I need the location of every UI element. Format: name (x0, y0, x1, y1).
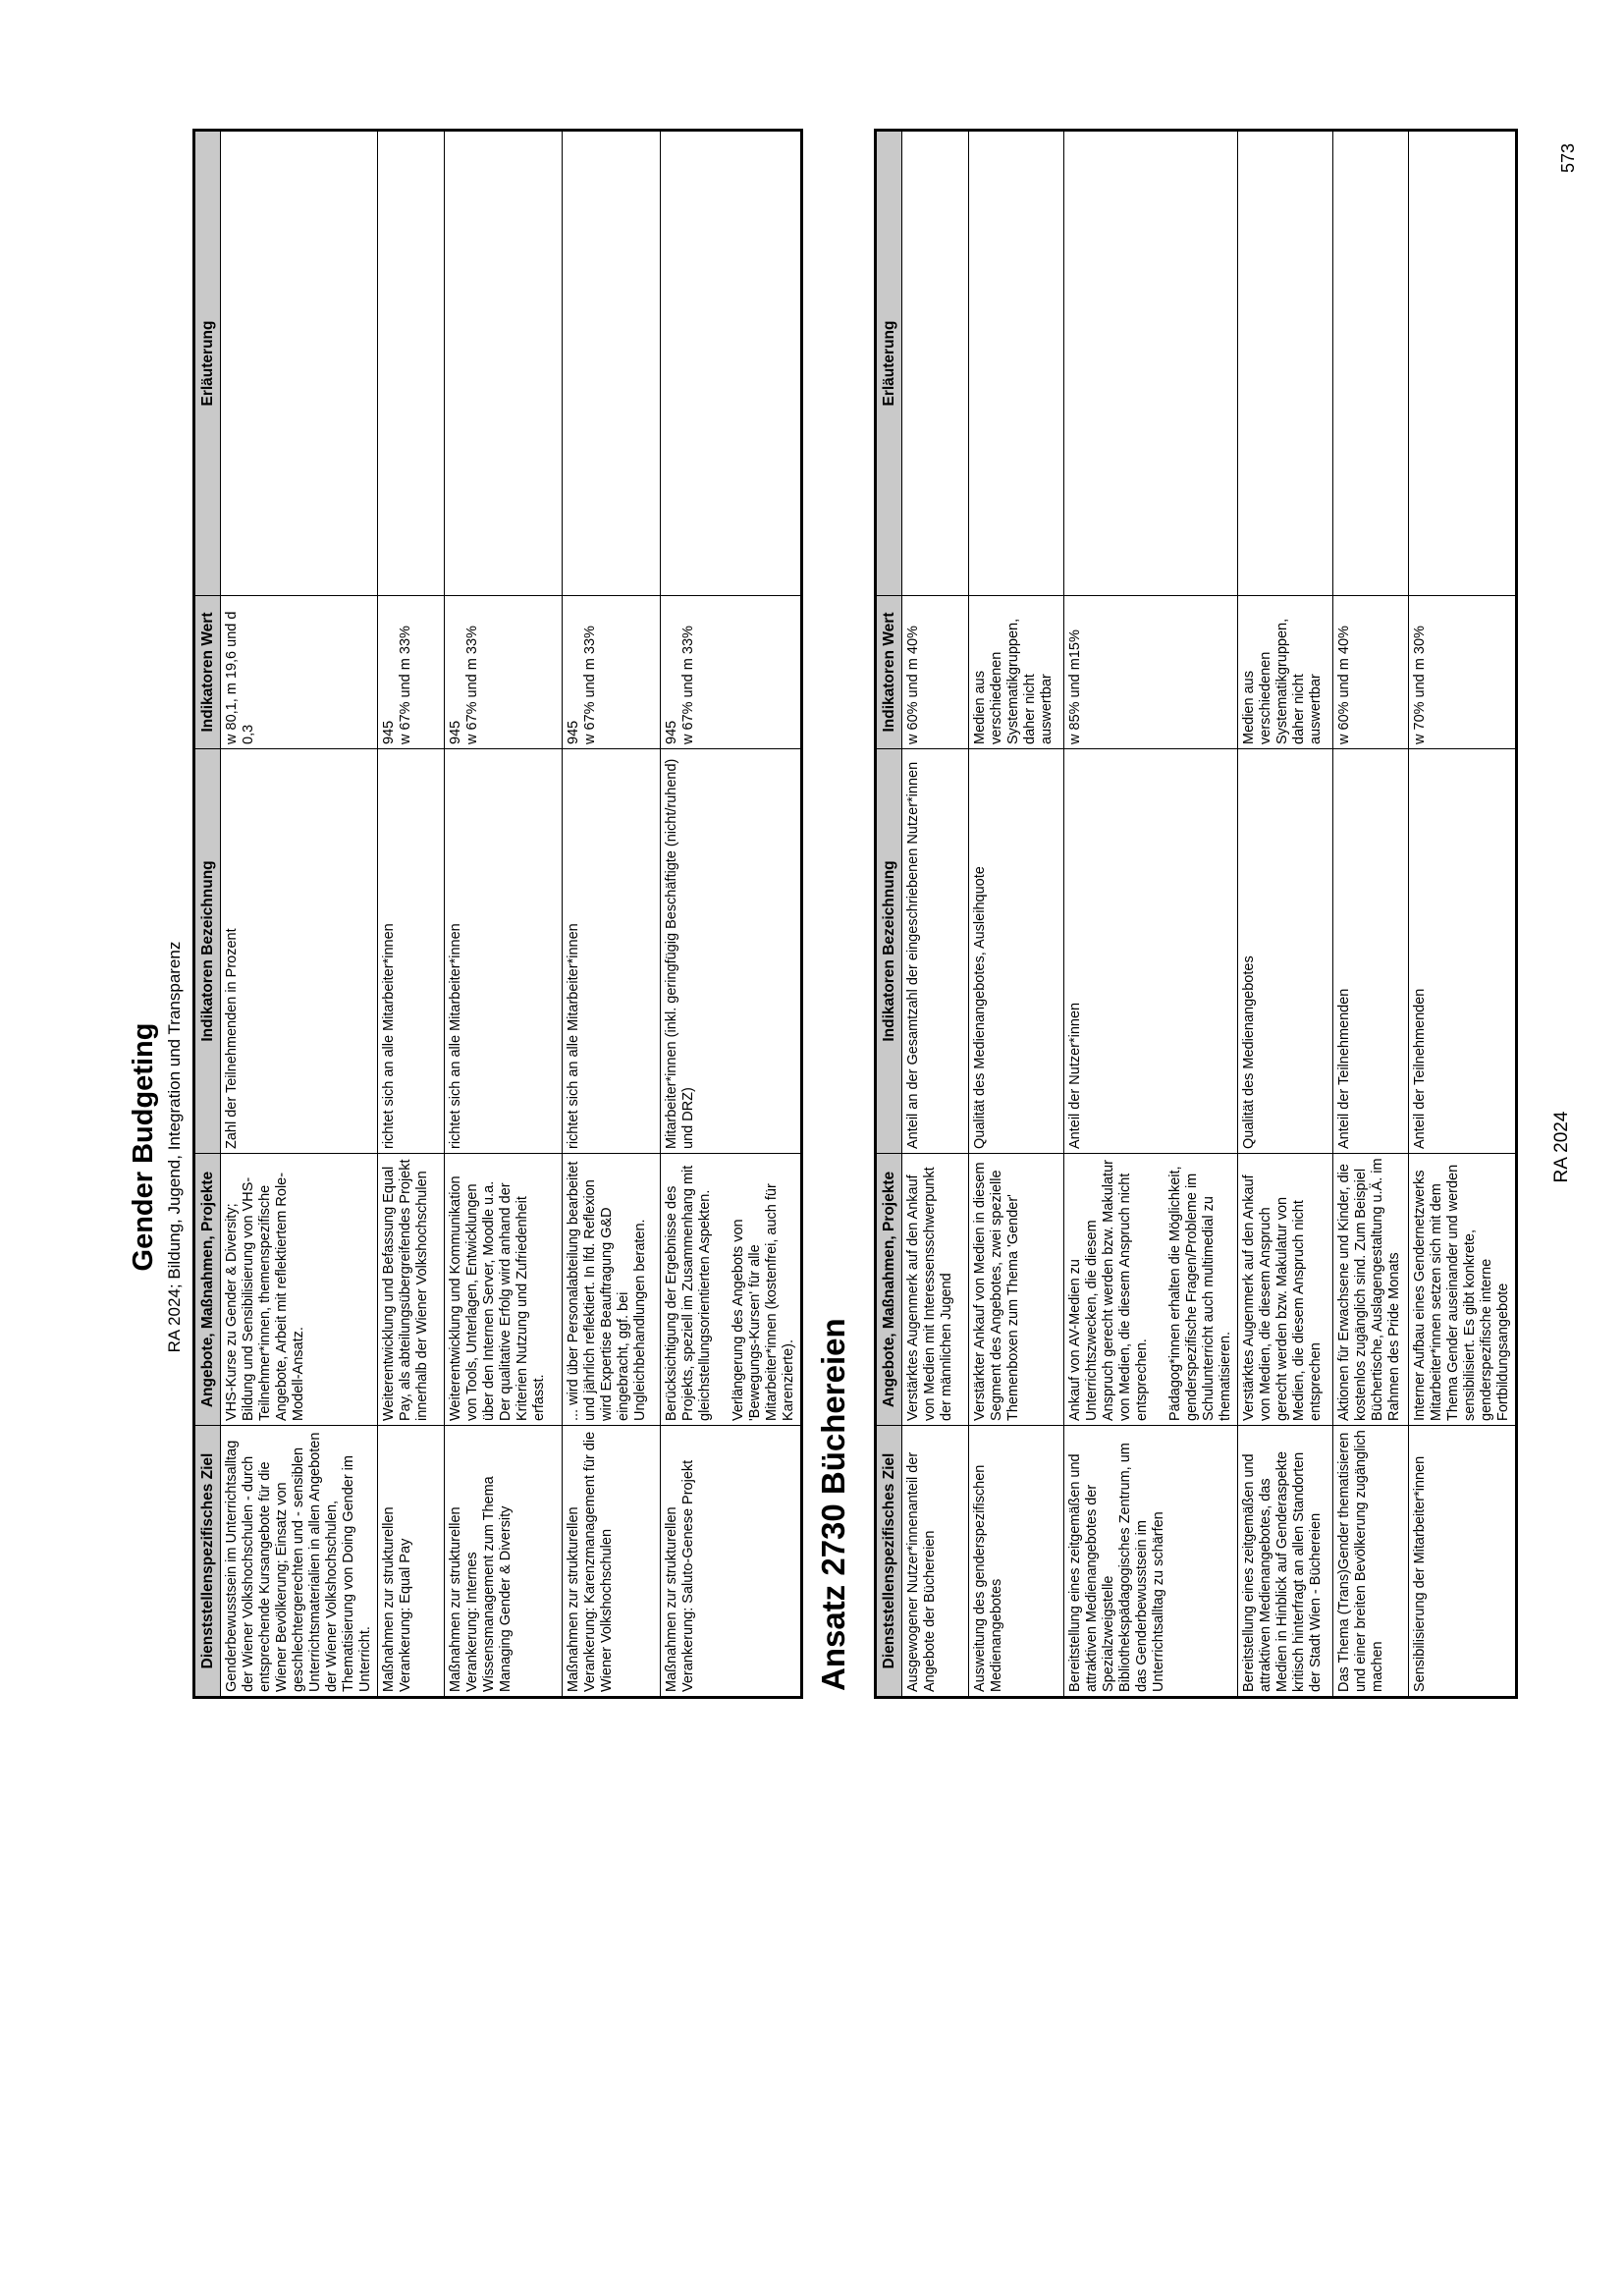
cell-paragraph: Pädagog*innen erhalten die Möglichkeit, genderspezifische Fragen/Probleme im Schulunterricht auch multimedial zu thematisieren. (1167, 1166, 1233, 1421)
cell-paragraph: Medien aus verschiedenen Systematikgruppen, daher nicht auswertbar (972, 618, 1055, 744)
cell-wert (1238, 596, 1333, 749)
table-row (378, 131, 445, 1698)
cell-paragraph: Maßnahmen zur strukturellen Verankerung: Internes Wissensmanagement zum Thema Managing Gender & Diversity (448, 1476, 514, 1692)
cell-paragraph: Weiterentwicklung und Kommunikation von Tools, Unterlagen, Entwicklungen über den Internen Server, Moodle u.a. (448, 1175, 497, 1421)
cell-paragraph: w 67% und m 33% (680, 626, 696, 744)
cell-wert (661, 596, 802, 749)
cell-bezeichnung (969, 749, 1064, 1154)
cell-paragraph: Ankauf von AV-Medien zu Unterrichtszwecken, die diesem Anspruch gerecht werden bzw. Makulatur von Medien, die diesem Anspruch nicht entsprechen. (1067, 1160, 1150, 1421)
cell-paragraph: 945 (566, 720, 581, 744)
page-subtitle: RA 2024; Bildung, Jugend, Integration und Transparenz (165, 941, 184, 1353)
cell-paragraph: Zahl der Teilnehmenden in Prozent (224, 928, 240, 1149)
cell-paragraph: VHS-Kurse zu Gender & Diversity; Bildung und Sensibilisierung von VHS-Teilnehmer*innen, themenspezifische Angebote, Arbeit mit reflektiertem Role-Modell-Ansatz. (224, 1172, 306, 1421)
table-row (1238, 131, 1333, 1698)
cell-paragraph: w 60% und m 40% (905, 626, 921, 744)
table-row (563, 131, 661, 1698)
cell-wert (1409, 596, 1517, 749)
cell-angebote (902, 1154, 969, 1426)
cell-paragraph: w 80,1, m 19,6 und d 0,3 (224, 611, 256, 744)
cell-wert (1064, 596, 1238, 749)
cell-wert (221, 596, 378, 749)
cell-erlaeuterung (445, 131, 563, 596)
cell-angebote (221, 1154, 378, 1426)
table-row (902, 131, 969, 1698)
cell-paragraph: Maßnahmen zur strukturellen Verankerung: Equal Pay (381, 1506, 413, 1692)
table-row (969, 131, 1064, 1698)
cell-paragraph: richtet sich an alle Mitarbeiter*innen (381, 923, 397, 1149)
cell-paragraph: Verstärktes Augenmerk auf den Ankauf von Medien, die diesem Anspruch gerecht werden bzw. Makulatur von Medien, die diesem Anspruch nicht entsprechen (1241, 1174, 1324, 1421)
cell-bezeichnung (902, 749, 969, 1154)
cell-ziel (1238, 1426, 1333, 1698)
cell-bezeichnung (221, 749, 378, 1154)
cell-ziel (1409, 1426, 1517, 1698)
col-header-angebote: Angebote, Maßnahmen, Projekte (194, 1154, 221, 1426)
cell-paragraph: Verlängerung des Angebots von 'Bewegungs-Kursen' für alle Mitarbeiter*innen (kostenfrei, auch für Karenzierte). (731, 1183, 796, 1421)
cell-paragraph: Ausweitung des genderspezifischen Medienangebotes (972, 1464, 1004, 1692)
cell-bezeichnung (661, 749, 802, 1154)
cell-paragraph: Der qualitative Erfolg wird anhand der Kriterien Nutzung und Zufriedenheit erfasst. (498, 1182, 547, 1421)
cell-paragraph: ... wird über Personalabteilung bearbeitet und jährlich reflektiert. In lfd. Reflexion wird Expertise Beauftragung G&D eingebracht, ggf. bei Ungleichbehandlungen beraten. (566, 1161, 648, 1421)
cell-paragraph: Interner Aufbau eines Gendernetzwerks Mitarbeiter*innen setzen sich mit dem Thema Gender auseinander und werden sensibilisiert. Es gibt konkrete, genderspezifische interne Fortbildungsangebote (1412, 1164, 1511, 1421)
cell-paragraph: richtet sich an alle Mitarbeiter*innen (566, 923, 581, 1149)
cell-ziel (378, 1426, 445, 1698)
table-header-row (876, 131, 902, 1698)
col-header-ziel: Dienststellenspezifisches Ziel (194, 1426, 221, 1698)
cell-erlaeuterung (1333, 131, 1409, 596)
cell-paragraph: Qualität des Medienangebotes (1241, 956, 1257, 1149)
cell-wert (1333, 596, 1409, 749)
cell-angebote (661, 1154, 802, 1426)
cell-angebote (969, 1154, 1064, 1426)
cell-paragraph: Aktionen für Erwachsene und Kinder, die kostenlos zugänglich sind. Zum Beispiel Büchertische, Auslagengestaltung u.Ä. im Rahmen des Pride Monats (1336, 1158, 1402, 1421)
table-body (902, 131, 1517, 1698)
cell-ziel (1333, 1426, 1409, 1698)
col-header-ziel: Dienststellenspezifisches Ziel (876, 1426, 902, 1698)
cell-erlaeuterung (378, 131, 445, 596)
table-row (445, 131, 563, 1698)
cell-paragraph: w 85% und m15% (1067, 629, 1083, 744)
cell-angebote (1333, 1154, 1409, 1426)
col-header-erlaeuterung: Erläuterung (194, 131, 221, 596)
cell-angebote (1064, 1154, 1238, 1426)
cell-wert (902, 596, 969, 749)
cell-bezeichnung (1238, 749, 1333, 1154)
col-header-bezeichnung: Indikatoren Bezeichnung (194, 749, 221, 1154)
col-header-bezeichnung: Indikatoren Bezeichnung (876, 749, 902, 1154)
cell-paragraph: Anteil der Teilnehmenden (1336, 988, 1352, 1149)
cell-paragraph: richtet sich an alle Mitarbeiter*innen (448, 923, 463, 1149)
cell-angebote (563, 1154, 661, 1426)
cell-wert (563, 596, 661, 749)
cell-paragraph: Ausgewogener Nutzer*innenanteil der Angebote der Büchereien (905, 1451, 938, 1692)
cell-paragraph: Genderbewusstsein im Unterrichtsalltag der Wiener Volkshochschulen - durch entsprechende Kursangebote für die Wiener Bevölkerung; Einsatz von geschlechtergerechten und - sensiblen Unterrichtsmaterialien in allen Angeboten der Wiener Volkshochschulen, Thematisierung von Doing Gender im Unterricht. (224, 1432, 373, 1692)
cell-paragraph: Das Thema (Trans)Gender thematisieren und einer breiten Bevölkerung zugänglich machen (1336, 1430, 1385, 1692)
cell-bezeichnung (378, 749, 445, 1154)
cell-paragraph: Anteil an der Gesamtzahl der eingeschriebenen Nutzer*innen (905, 761, 921, 1149)
section-title: Ansatz 2730 Büchereien (815, 1318, 851, 1691)
cell-paragraph: Medien aus verschiedenen Systematikgruppen, daher nicht auswertbar (1241, 618, 1324, 744)
table-row (661, 131, 802, 1698)
cell-angebote (1409, 1154, 1517, 1426)
cell-paragraph: Weiterentwicklung und Befassung Equal Pay, als abteilungsübergreifendes Projekt innerhalb der Wiener Volkshochschulen (381, 1159, 430, 1421)
cell-bezeichnung (1409, 749, 1517, 1154)
cell-angebote (378, 1154, 445, 1426)
cell-paragraph: w 67% und m 33% (398, 626, 413, 744)
cell-ziel (1064, 1426, 1238, 1698)
cell-paragraph: 945 (664, 720, 679, 744)
cell-erlaeuterung (563, 131, 661, 596)
cell-wert (969, 596, 1064, 749)
paragraph-gap (1151, 1158, 1167, 1421)
cell-erlaeuterung (969, 131, 1064, 596)
table-row (1333, 131, 1409, 1698)
cell-ziel (661, 1426, 802, 1698)
paragraph-gap (714, 1158, 731, 1421)
cell-paragraph: Bereitstellung eines zeitgemäßen und attraktiven Medienangebotes der Spezialzweigstelle Bibliothekspädagogisches Zentrum, um das Genderbewusstsein im Unterrichtsalltag zu schärfen (1067, 1443, 1166, 1692)
cell-paragraph: Verstärktes Augenmerk auf den Ankauf von Medien mit Interessensschwerpunkt der männlichen Jugend (905, 1167, 954, 1421)
cell-paragraph: 945 (448, 720, 463, 744)
cell-paragraph: 945 (381, 720, 397, 744)
page-title: Gender Budgeting (128, 1022, 159, 1272)
cell-erlaeuterung (1238, 131, 1333, 596)
cell-wert (445, 596, 563, 749)
cell-ziel (221, 1426, 378, 1698)
cell-bezeichnung (445, 749, 563, 1154)
cell-erlaeuterung (221, 131, 378, 596)
col-header-wert: Indikatoren Wert (876, 596, 902, 749)
cell-paragraph: w 60% und m 40% (1336, 626, 1352, 744)
cell-paragraph: Bereitstellung eines zeitgemäßen und attraktiven Medienangebotes, das Medien in Hinblick auf Genderaspekte kritisch hinterfragt an allen Standorten der Stadt Wien - Büchereien (1241, 1450, 1324, 1692)
table-row (1409, 131, 1517, 1698)
page-number: 573 (1558, 142, 1578, 173)
table-volkshochschulen (192, 129, 803, 1699)
table-body (221, 131, 802, 1698)
cell-paragraph: Anteil der Teilnehmenden (1412, 988, 1428, 1149)
cell-bezeichnung (1064, 749, 1238, 1154)
cell-angebote (445, 1154, 563, 1426)
cell-paragraph: Maßnahmen zur strukturellen Verankerung: Karenzmanagement für die Wiener Volkshochschulen (566, 1431, 615, 1692)
cell-angebote (1238, 1154, 1333, 1426)
col-header-wert: Indikatoren Wert (194, 596, 221, 749)
col-header-angebote: Angebote, Maßnahmen, Projekte (876, 1154, 902, 1426)
cell-ziel (445, 1426, 563, 1698)
footer-label: RA 2024 (1551, 1111, 1572, 1183)
cell-bezeichnung (563, 749, 661, 1154)
cell-erlaeuterung (661, 131, 802, 596)
table-row (1064, 131, 1238, 1698)
table-row (221, 131, 378, 1698)
cell-paragraph: Mitarbeiter*innen (inkl. geringfügig Beschäftigte (nicht/ruhend) und DRZ) (664, 758, 696, 1149)
cell-paragraph: Anteil der Nutzer*innen (1067, 1002, 1083, 1149)
cell-paragraph: Sensibilisierung der Mitarbeiter*innen (1412, 1455, 1428, 1692)
cell-ziel (902, 1426, 969, 1698)
cell-erlaeuterung (1409, 131, 1517, 596)
cell-paragraph: w 67% und m 33% (582, 626, 598, 744)
cell-paragraph: Verstärkter Ankauf von Medien in diesem Segment des Angebotes, zwei spezielle Themenboxen zum Thema 'Gender' (972, 1162, 1021, 1421)
cell-wert (378, 596, 445, 749)
cell-paragraph: w 70% und m 30% (1412, 626, 1428, 744)
cell-bezeichnung (1333, 749, 1409, 1154)
cell-erlaeuterung (902, 131, 969, 596)
cell-erlaeuterung (1064, 131, 1238, 596)
col-header-erlaeuterung: Erläuterung (876, 131, 902, 596)
cell-paragraph: Berücksichtigung der Ergebnisse des Projekts, speziell im Zusammenhang mit gleichstellungsorientierten Aspekten. (664, 1165, 713, 1421)
cell-ziel (563, 1426, 661, 1698)
cell-ziel (969, 1426, 1064, 1698)
table-header-row (194, 131, 221, 1698)
cell-paragraph: Maßnahmen zur strukturellen Verankerung: Saluto-Genese Projekt (664, 1459, 696, 1692)
cell-paragraph: Qualität des Medienangebotes, Ausleihquote (972, 866, 988, 1149)
table-buechereien (874, 129, 1518, 1699)
cell-paragraph: w 67% und m 33% (464, 626, 480, 744)
